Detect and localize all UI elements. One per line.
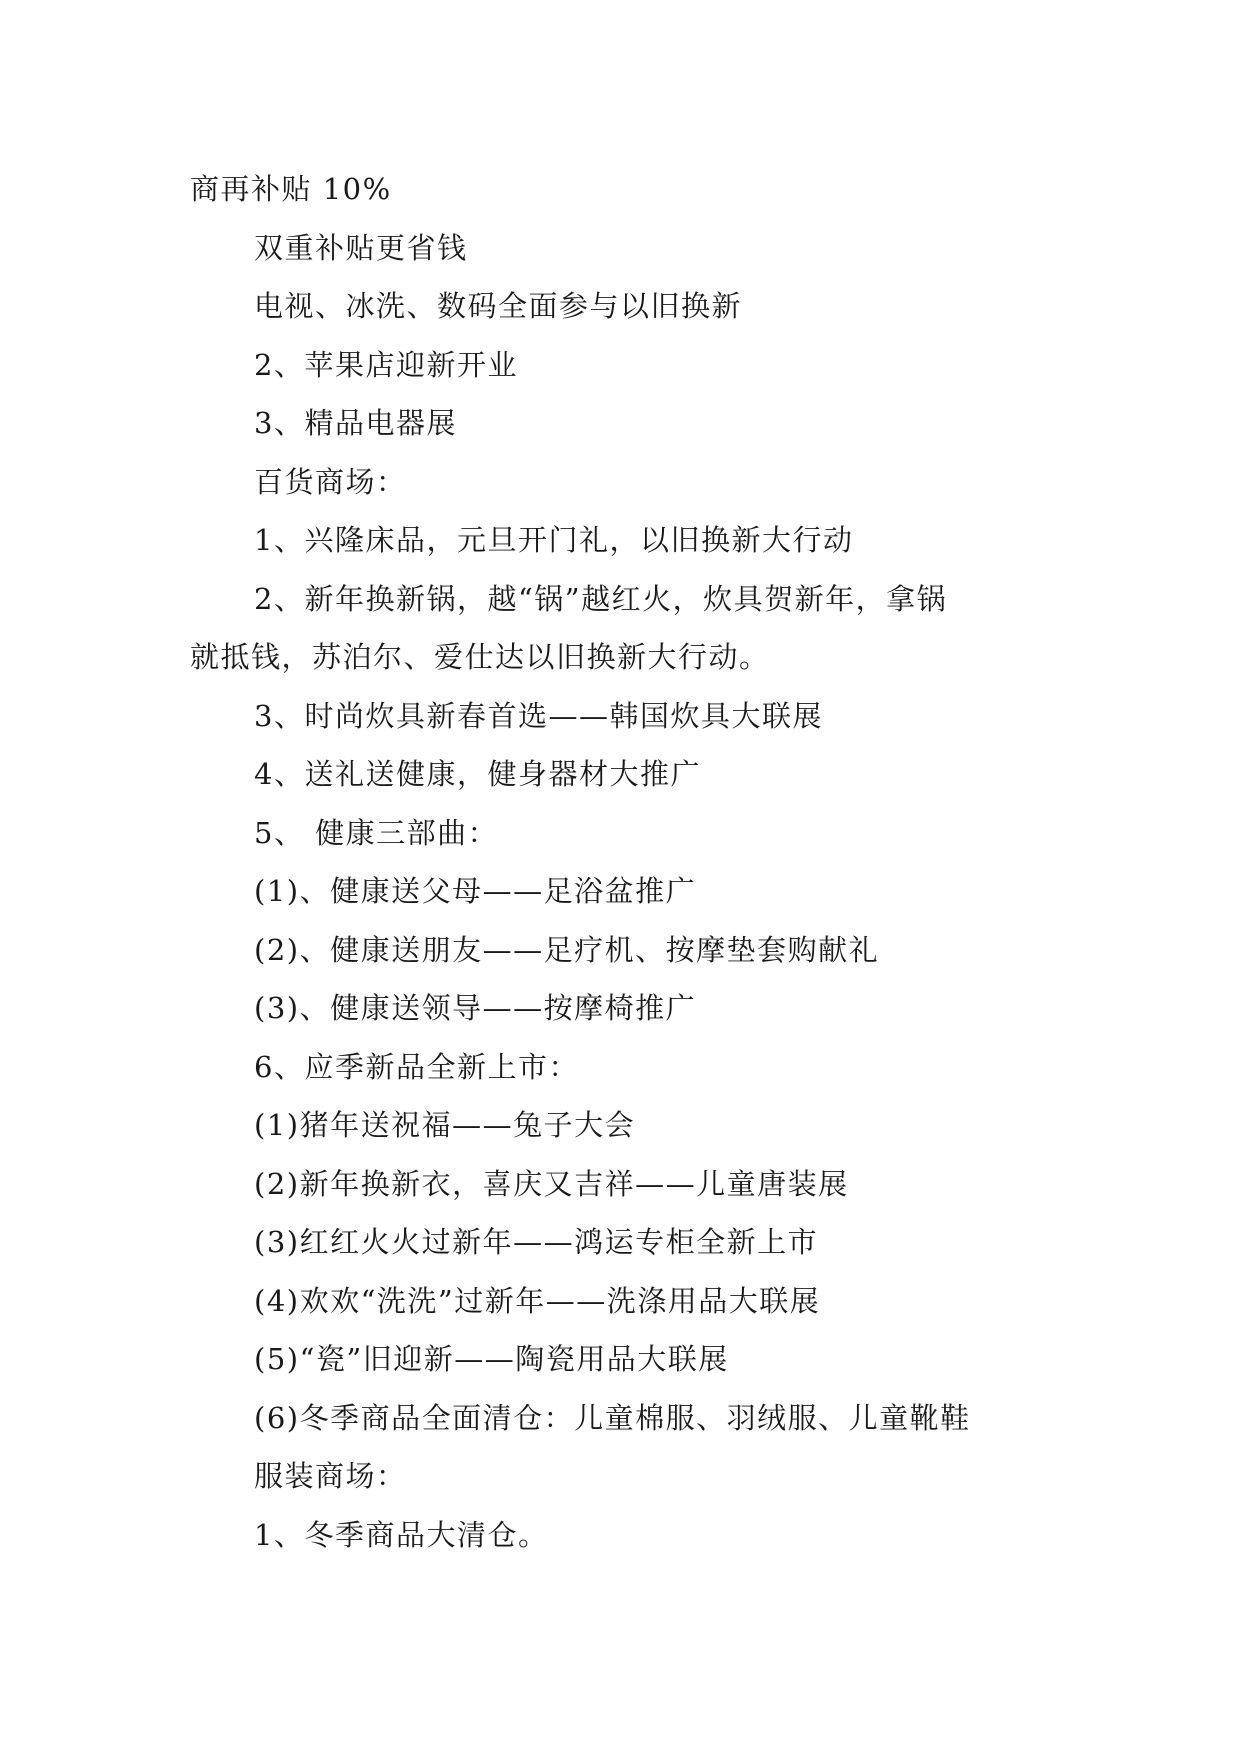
document-line: 3、时尚炊具新春首选——韩国炊具大联展 [254,698,823,733]
document-line: (2)新年换新衣，喜庆又吉祥——儿童唐装展 [254,1166,849,1201]
document-line: 商再补贴 10% [190,172,392,206]
document-line: (5)“瓷”旧迎新——陶瓷用品大联展 [254,1342,729,1376]
document-line: 1、兴隆床品，元旦开门礼，以旧换新大行动 [254,523,854,557]
document-line: 双重补贴更省钱 [254,230,468,265]
document-body [190,160,1060,1564]
document-line: 服装商场： [254,1459,407,1493]
document-line: (2)、健康送朋友——足疗机、按摩垫套购献礼 [254,932,880,967]
document-line: 5、 健康三部曲： [254,815,499,850]
document-line: 2、新年换新锅，越“锅”越红火，炊具贺新年，拿锅 [254,581,948,616]
document-line: 6、应季新品全新上市： [254,1049,579,1084]
document-line: (4)欢欢“洗洗”过新年——洗涤用品大联展 [254,1283,821,1318]
document-line: 百货商场： [254,464,407,499]
document-line: (3)、健康送领导——按摩椅推广 [254,991,697,1025]
document-line: (3)红红火火过新年——鸿运专柜全新上市 [254,1225,819,1259]
document-line: 电视、冰洗、数码全面参与以旧换新 [254,289,743,323]
document-line: 就抵钱，苏泊尔、爱仕达以旧换新大行动。 [190,640,770,674]
document-line: 1、冬季商品大清仓。 [254,1517,549,1552]
document-line: (6)冬季商品全面清仓：儿童棉服、羽绒服、儿童靴鞋 [254,1400,971,1435]
document-line: 4、送礼送健康，健身器材大推广 [254,757,701,791]
document-line: (1)、健康送父母——足浴盆推广 [254,874,697,908]
document-line: (1)猪年送祝福——兔子大会 [254,1108,636,1142]
document-line: 3、精品电器展 [254,406,457,440]
document-line: 2、苹果店迎新开业 [254,347,518,382]
